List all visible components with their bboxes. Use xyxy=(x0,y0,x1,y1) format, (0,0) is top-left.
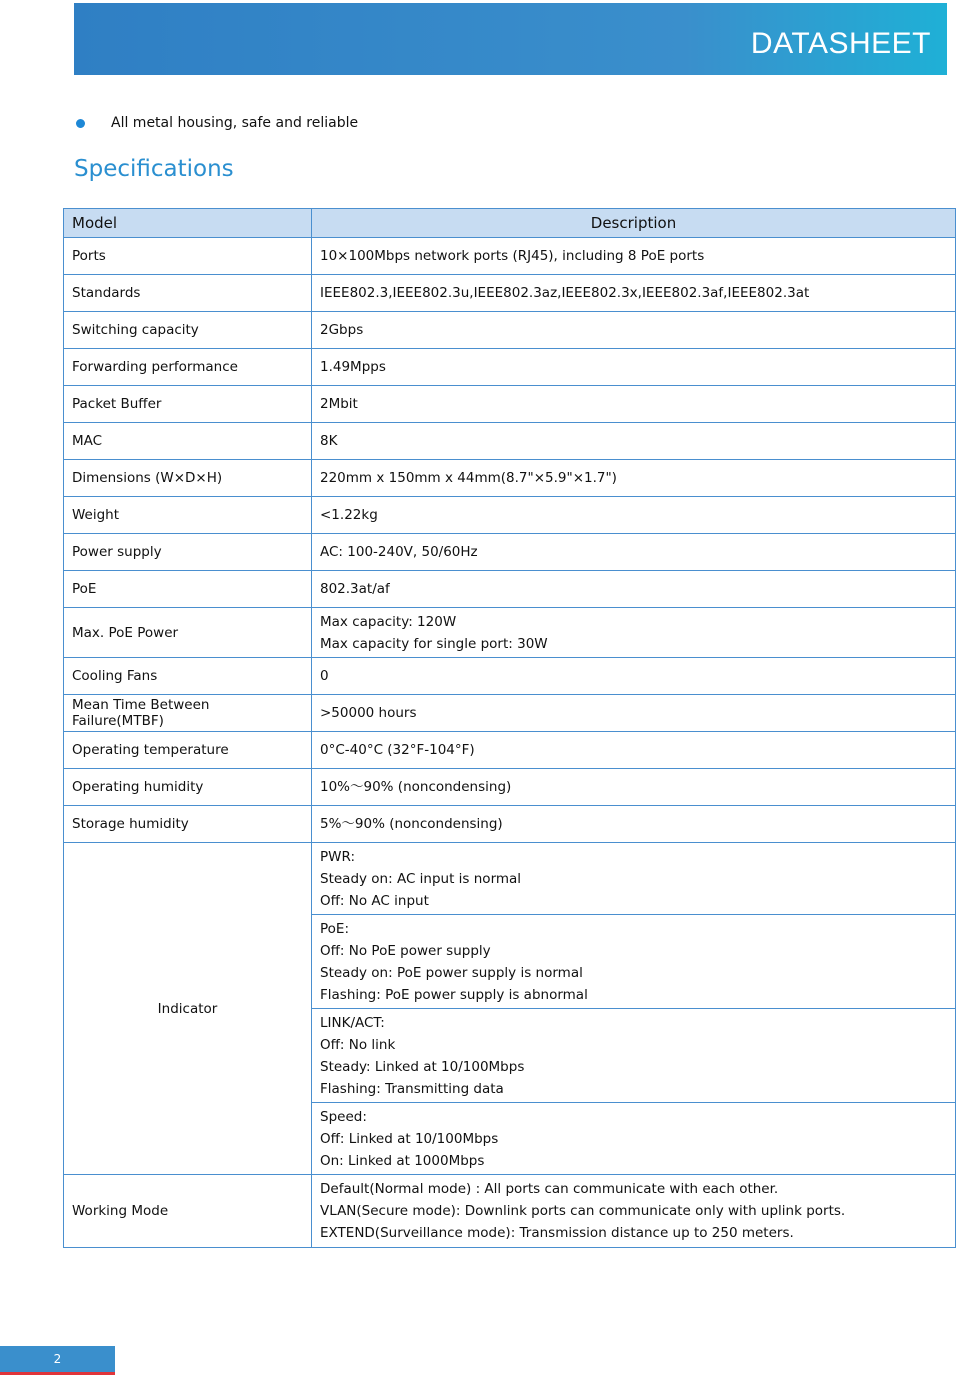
spec-value-line: <1.22kg xyxy=(320,507,378,523)
spec-value-line: 10×100Mbps network ports (RJ45), including 8 PoE ports xyxy=(320,248,705,264)
bullet-dot-icon xyxy=(76,119,85,128)
table-row xyxy=(64,695,956,732)
spec-value xyxy=(312,806,956,843)
table-row xyxy=(64,238,956,275)
spec-value xyxy=(312,423,956,460)
spec-label: PoE xyxy=(64,571,312,608)
spec-value xyxy=(312,497,956,534)
spec-label: Power supply xyxy=(64,534,312,571)
table-row xyxy=(64,386,956,423)
footer-accent-line xyxy=(0,1372,115,1375)
spec-value-line: 10%～90% (noncondensing) xyxy=(320,779,512,795)
indicator-group xyxy=(312,915,956,1009)
spec-value-line: 5%～90% (noncondensing) xyxy=(320,816,503,832)
spec-value-line: Max capacity for single port: 30W xyxy=(320,635,548,652)
table-row xyxy=(64,806,956,843)
spec-table xyxy=(63,208,956,1248)
spec-label: Forwarding performance xyxy=(64,349,312,386)
spec-value xyxy=(312,312,956,349)
spec-label: Dimensions (W×D×H) xyxy=(64,460,312,497)
indicator-group xyxy=(312,1009,956,1103)
table-row xyxy=(64,275,956,312)
spec-value xyxy=(312,460,956,497)
table-row xyxy=(64,769,956,806)
indicator-line: On: Linked at 1000Mbps xyxy=(320,1152,485,1169)
indicator-line: PWR: xyxy=(320,848,356,865)
spec-label: Switching capacity xyxy=(64,312,312,349)
table-row xyxy=(64,658,956,695)
table-row xyxy=(64,608,956,658)
spec-value xyxy=(312,732,956,769)
indicator-line: Steady on: AC input is normal xyxy=(320,870,522,887)
working-mode-line: EXTEND(Surveillance mode): Transmission distance up to 250 meters. xyxy=(320,1225,794,1241)
spec-value xyxy=(312,238,956,275)
spec-value xyxy=(312,769,956,806)
spec-value xyxy=(312,386,956,423)
indicator-line: Off: No PoE power supply xyxy=(320,942,491,959)
indicator-line: Steady: Linked at 10/100Mbps xyxy=(320,1058,525,1075)
spec-label: Mean Time Between Failure(MTBF) xyxy=(64,695,312,732)
spec-value xyxy=(312,658,956,695)
indicator-group xyxy=(312,843,956,915)
page-number: 2 xyxy=(0,1346,115,1372)
spec-value-line: 2Mbit xyxy=(320,396,358,412)
bullet-text: All metal housing, safe and reliable xyxy=(111,115,359,131)
working-mode-value xyxy=(312,1175,956,1248)
indicator-row xyxy=(64,843,956,915)
indicator-group xyxy=(312,1103,956,1175)
spec-value-line: 8K xyxy=(320,433,338,449)
table-row xyxy=(64,497,956,534)
spec-label: Packet Buffer xyxy=(64,386,312,423)
indicator-line: LINK/ACT: xyxy=(320,1014,385,1031)
spec-value-line: Max capacity: 120W xyxy=(320,613,457,630)
header-banner xyxy=(74,3,947,75)
spec-value xyxy=(312,534,956,571)
spec-value xyxy=(312,608,956,658)
section-title: Specifications xyxy=(74,156,234,182)
spec-value-line: 0 xyxy=(320,668,329,684)
spec-value-line: 0°C-40°C (32°F-104°F) xyxy=(320,742,475,758)
spec-value xyxy=(312,695,956,732)
indicator-line: Speed: xyxy=(320,1108,367,1125)
spec-value-line: AC: 100-240V, 50/60Hz xyxy=(320,544,478,560)
indicator-line: PoE: xyxy=(320,920,349,937)
table-row xyxy=(64,460,956,497)
table-header-row xyxy=(64,209,956,238)
table-row xyxy=(64,534,956,571)
table-row xyxy=(64,349,956,386)
spec-label: MAC xyxy=(64,423,312,460)
table-row xyxy=(64,312,956,349)
spec-value-line: 1.49Mpps xyxy=(320,359,386,375)
working-mode-label: Working Mode xyxy=(64,1175,312,1248)
spec-label: Standards xyxy=(64,275,312,312)
indicator-line: Off: No link xyxy=(320,1036,396,1053)
spec-value xyxy=(312,571,956,608)
spec-label: Ports xyxy=(64,238,312,275)
spec-label: Cooling Fans xyxy=(64,658,312,695)
spec-label: Weight xyxy=(64,497,312,534)
header-title: DATASHEET xyxy=(750,27,931,60)
working-mode-line: Default(Normal mode) : All ports can communicate with each other. xyxy=(320,1181,779,1197)
spec-value-line: 802.3at/af xyxy=(320,581,390,597)
spec-value xyxy=(312,275,956,312)
header-model: Model xyxy=(64,209,312,238)
spec-value-line: 2Gbps xyxy=(320,322,364,338)
indicator-line: Off: No AC input xyxy=(320,892,429,909)
indicator-label: Indicator xyxy=(64,843,312,1175)
header-description: Description xyxy=(312,209,956,238)
indicator-line: Off: Linked at 10/100Mbps xyxy=(320,1130,499,1147)
working-mode-row xyxy=(64,1175,956,1248)
spec-value-line: 220mm x 150mm x 44mm(8.7"×5.9"×1.7") xyxy=(320,470,617,486)
table-row xyxy=(64,423,956,460)
spec-value xyxy=(312,349,956,386)
spec-label: Operating humidity xyxy=(64,769,312,806)
table-row xyxy=(64,571,956,608)
indicator-line: Flashing: Transmitting data xyxy=(320,1080,504,1097)
spec-value-line: >50000 hours xyxy=(320,705,417,721)
spec-label: Storage humidity xyxy=(64,806,312,843)
feature-bullet xyxy=(74,113,358,133)
table-row xyxy=(64,732,956,769)
spec-value-line: IEEE802.3,IEEE802.3u,IEEE802.3az,IEEE802.3x,IEEE802.3af,IEEE802.3at xyxy=(320,285,810,301)
indicator-line: Steady on: PoE power supply is normal xyxy=(320,964,583,981)
indicator-line: Flashing: PoE power supply is abnormal xyxy=(320,986,588,1003)
spec-label: Operating temperature xyxy=(64,732,312,769)
spec-label: Max. PoE Power xyxy=(64,608,312,658)
working-mode-line: VLAN(Secure mode): Downlink ports can communicate only with uplink ports. xyxy=(320,1203,846,1219)
